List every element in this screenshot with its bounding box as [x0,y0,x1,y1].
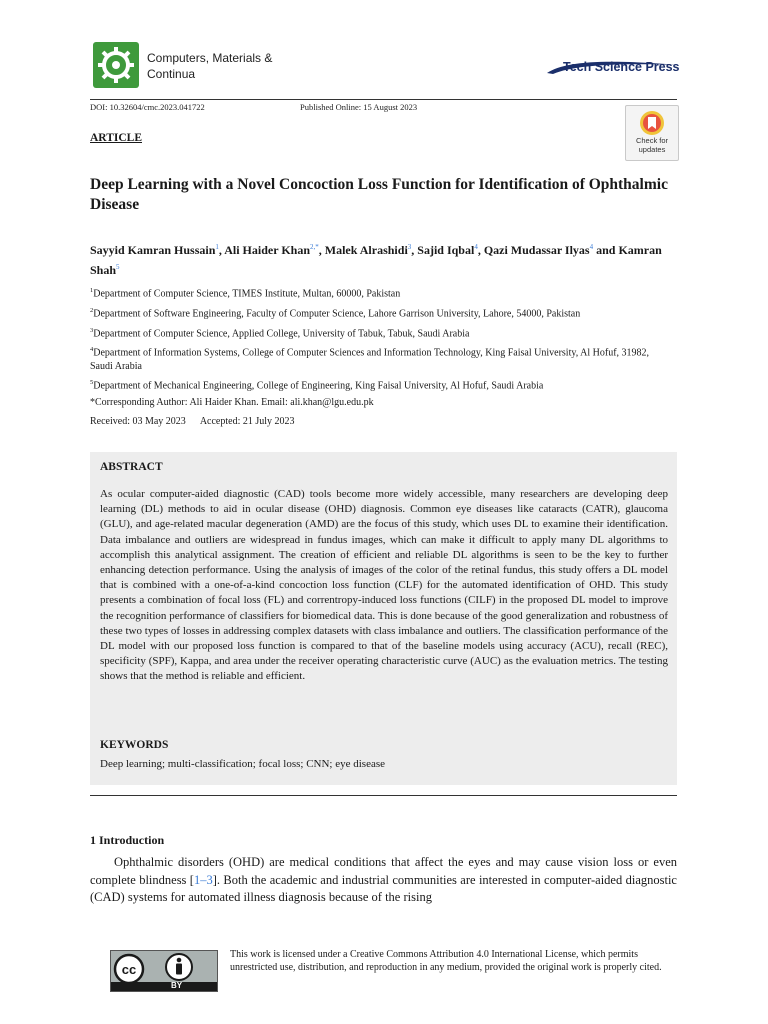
affiliation-text: Department of Mechanical Engineering, College of Engineering, King Faisal University, Al Hofuf, Saudi Arabia [93,380,544,392]
affiliation-3 [90,324,680,341]
accepted-date: Accepted: 21 July 2023 [199,416,295,427]
section-heading-introduction: 1 Introduction [90,833,165,847]
author-name: Qazi Mudassar Ilyas [483,243,590,257]
check-updates-label [626,137,678,154]
publisher-name: Tech Science Press [563,60,680,74]
received-date: Received: 03 May 2023 [90,416,186,427]
affiliation-2 [90,304,680,321]
journal-logo [93,42,139,88]
introduction-paragraph [90,854,677,907]
intro-text-part1: Ophthalmic disorders (OHD) are medical conditions that affect the eyes and may cause vision loss or even complete blindness [ [90,855,677,887]
author-list [90,239,680,279]
author-affiliation-sup[interactable]: 2,* [310,243,319,251]
author-separator: , [318,243,325,257]
affiliation-sup: 4 [90,346,94,353]
author-affiliation-sup[interactable]: 3 [407,243,412,251]
svg-text:cc: cc [121,962,137,977]
affiliation-5 [90,376,680,393]
corresponding-author: *Corresponding Author: Ali Haider Khan. Email: ali.khan@lgu.edu.pk [90,397,374,408]
author-separator: , [477,243,484,257]
author-separator: and [593,243,619,257]
abstract-heading: ABSTRACT [100,461,163,473]
gear-icon [93,42,139,88]
author-affiliation-sup[interactable]: 1 [215,243,219,251]
journal-name-line2: Continua [147,67,196,81]
affiliation-sup: 2 [90,307,94,314]
keywords-heading: KEYWORDS [100,739,169,751]
affiliation-text: Department of Software Engineering, Faculty of Computer Science, Lahore Garrison University, Lahore, 54000, Pakistan [93,308,581,320]
cc-by-label: BY [171,981,183,990]
check-for-updates-button[interactable] [625,105,679,161]
intro-text-part2: ]. Both the academic and industrial communities are interested in computer-aided diagnostic (CAD) systems for automated illness diagnosis because of the rising [90,872,677,904]
check-updates-line1: Check for [635,136,669,145]
affiliation-sup: 3 [90,327,94,334]
bookmark-icon [639,110,665,136]
author-name: Ali Haider Khan [224,243,311,257]
affiliation-text: Department of Computer Science, TIMES Institute, Multan, 60000, Pakistan [93,288,401,300]
journal-name [147,50,287,82]
article-type: ARTICLE [90,132,142,144]
keywords-text: Deep learning; multi-classification; focal loss; CNN; eye disease [100,758,386,770]
section-divider [90,795,677,796]
publisher-logo [545,57,685,83]
abstract-text: As ocular computer-aided diagnostic (CAD) tools become more widely accessible, many researchers are developing deep learning (DL) methods to aid in ocular disease (OHD) diagnosis. Common eye diseases like cataracts (CATR), glaucoma (GLU), and age-related macular degeneration (AMD) are the focus of this study, which uses DL to examine their identification. Data imbalance and outliers are widespread in fundus images, which can make it difficult to apply many DL algorithms to accomplish this analytical assignment. The creation of efficient and reliable DL algorithms is seen to be the key to further enhancing detection performance. Using the analysis of images of the color of the retinal fundus, this study offers a DL model that is combined with a one-of-a-kind concoction loss function (CLF) for the automated identification of OHD. This study presents a combination of focal loss (FL) and correntropy-induced loss functions (CILF) in the proposed DL model to improve the recognition performance of classifiers for biomedical data. This is done because of the good generalization and robustness of these two types of losses in addressing complex datasets with class imbalance and outliers. The classification performance of the DL model with our proposed loss function is compared to that of the baseline models using accuracy (ACU), recall (REC), specificity (SPF), Kappa, and area under the receiver operating characteristic curve (AUC) as the evaluation metrics. The testing shows that the method is reliable and efficient. [100,488,668,683]
affiliation-text: Department of Information Systems, College of Computer Sciences and Information Technology, King Faisal University, Al Hofuf, 31982, Saudi Arabia [90,347,650,372]
dates [90,415,680,429]
author-affiliation-sup[interactable]: 4 [474,243,478,251]
author-name: Sajid Iqbal [417,243,475,257]
author-affiliation-sup[interactable]: 5 [116,263,120,271]
cc-license-badge[interactable] [110,950,218,992]
citation-link[interactable]: 1–3 [193,872,213,887]
author-name: Kamran Shah [90,243,662,277]
journal-name-line1: Computers, Materials & [147,51,273,65]
doi[interactable]: DOI: 10.32604/cmc.2023.041722 [90,102,205,112]
author-separator: , [411,243,418,257]
published-date: Published Online: 15 August 2023 [300,102,418,112]
affiliation-text: Department of Computer Science, Applied College, University of Tabuk, Tabuk, Saudi Arabia [93,328,470,340]
affiliation-1 [90,284,680,301]
check-updates-line2: updates [638,144,666,154]
affiliation-sup: 5 [90,379,94,386]
author-name: Malek Alrashidi [324,243,408,257]
author-affiliation-sup[interactable]: 4 [589,243,594,251]
affiliation-sup: 1 [90,287,94,294]
license-text: This work is licensed under a Creative Commons Attribution 4.0 International License, which permits unrestricted use, distribution, and reproduction in any medium, provided the original work is properly cited. [230,949,662,974]
paper-title: Deep Learning with a Novel Concoction Loss Function for Identification of Ophthalmic Disease [90,176,668,213]
cc-by-icon [111,951,217,991]
author-separator: , [218,243,225,257]
author-name: Sayyid Kamran Hussain [90,243,216,257]
header-divider [90,99,677,100]
affiliation-4 [90,343,650,373]
